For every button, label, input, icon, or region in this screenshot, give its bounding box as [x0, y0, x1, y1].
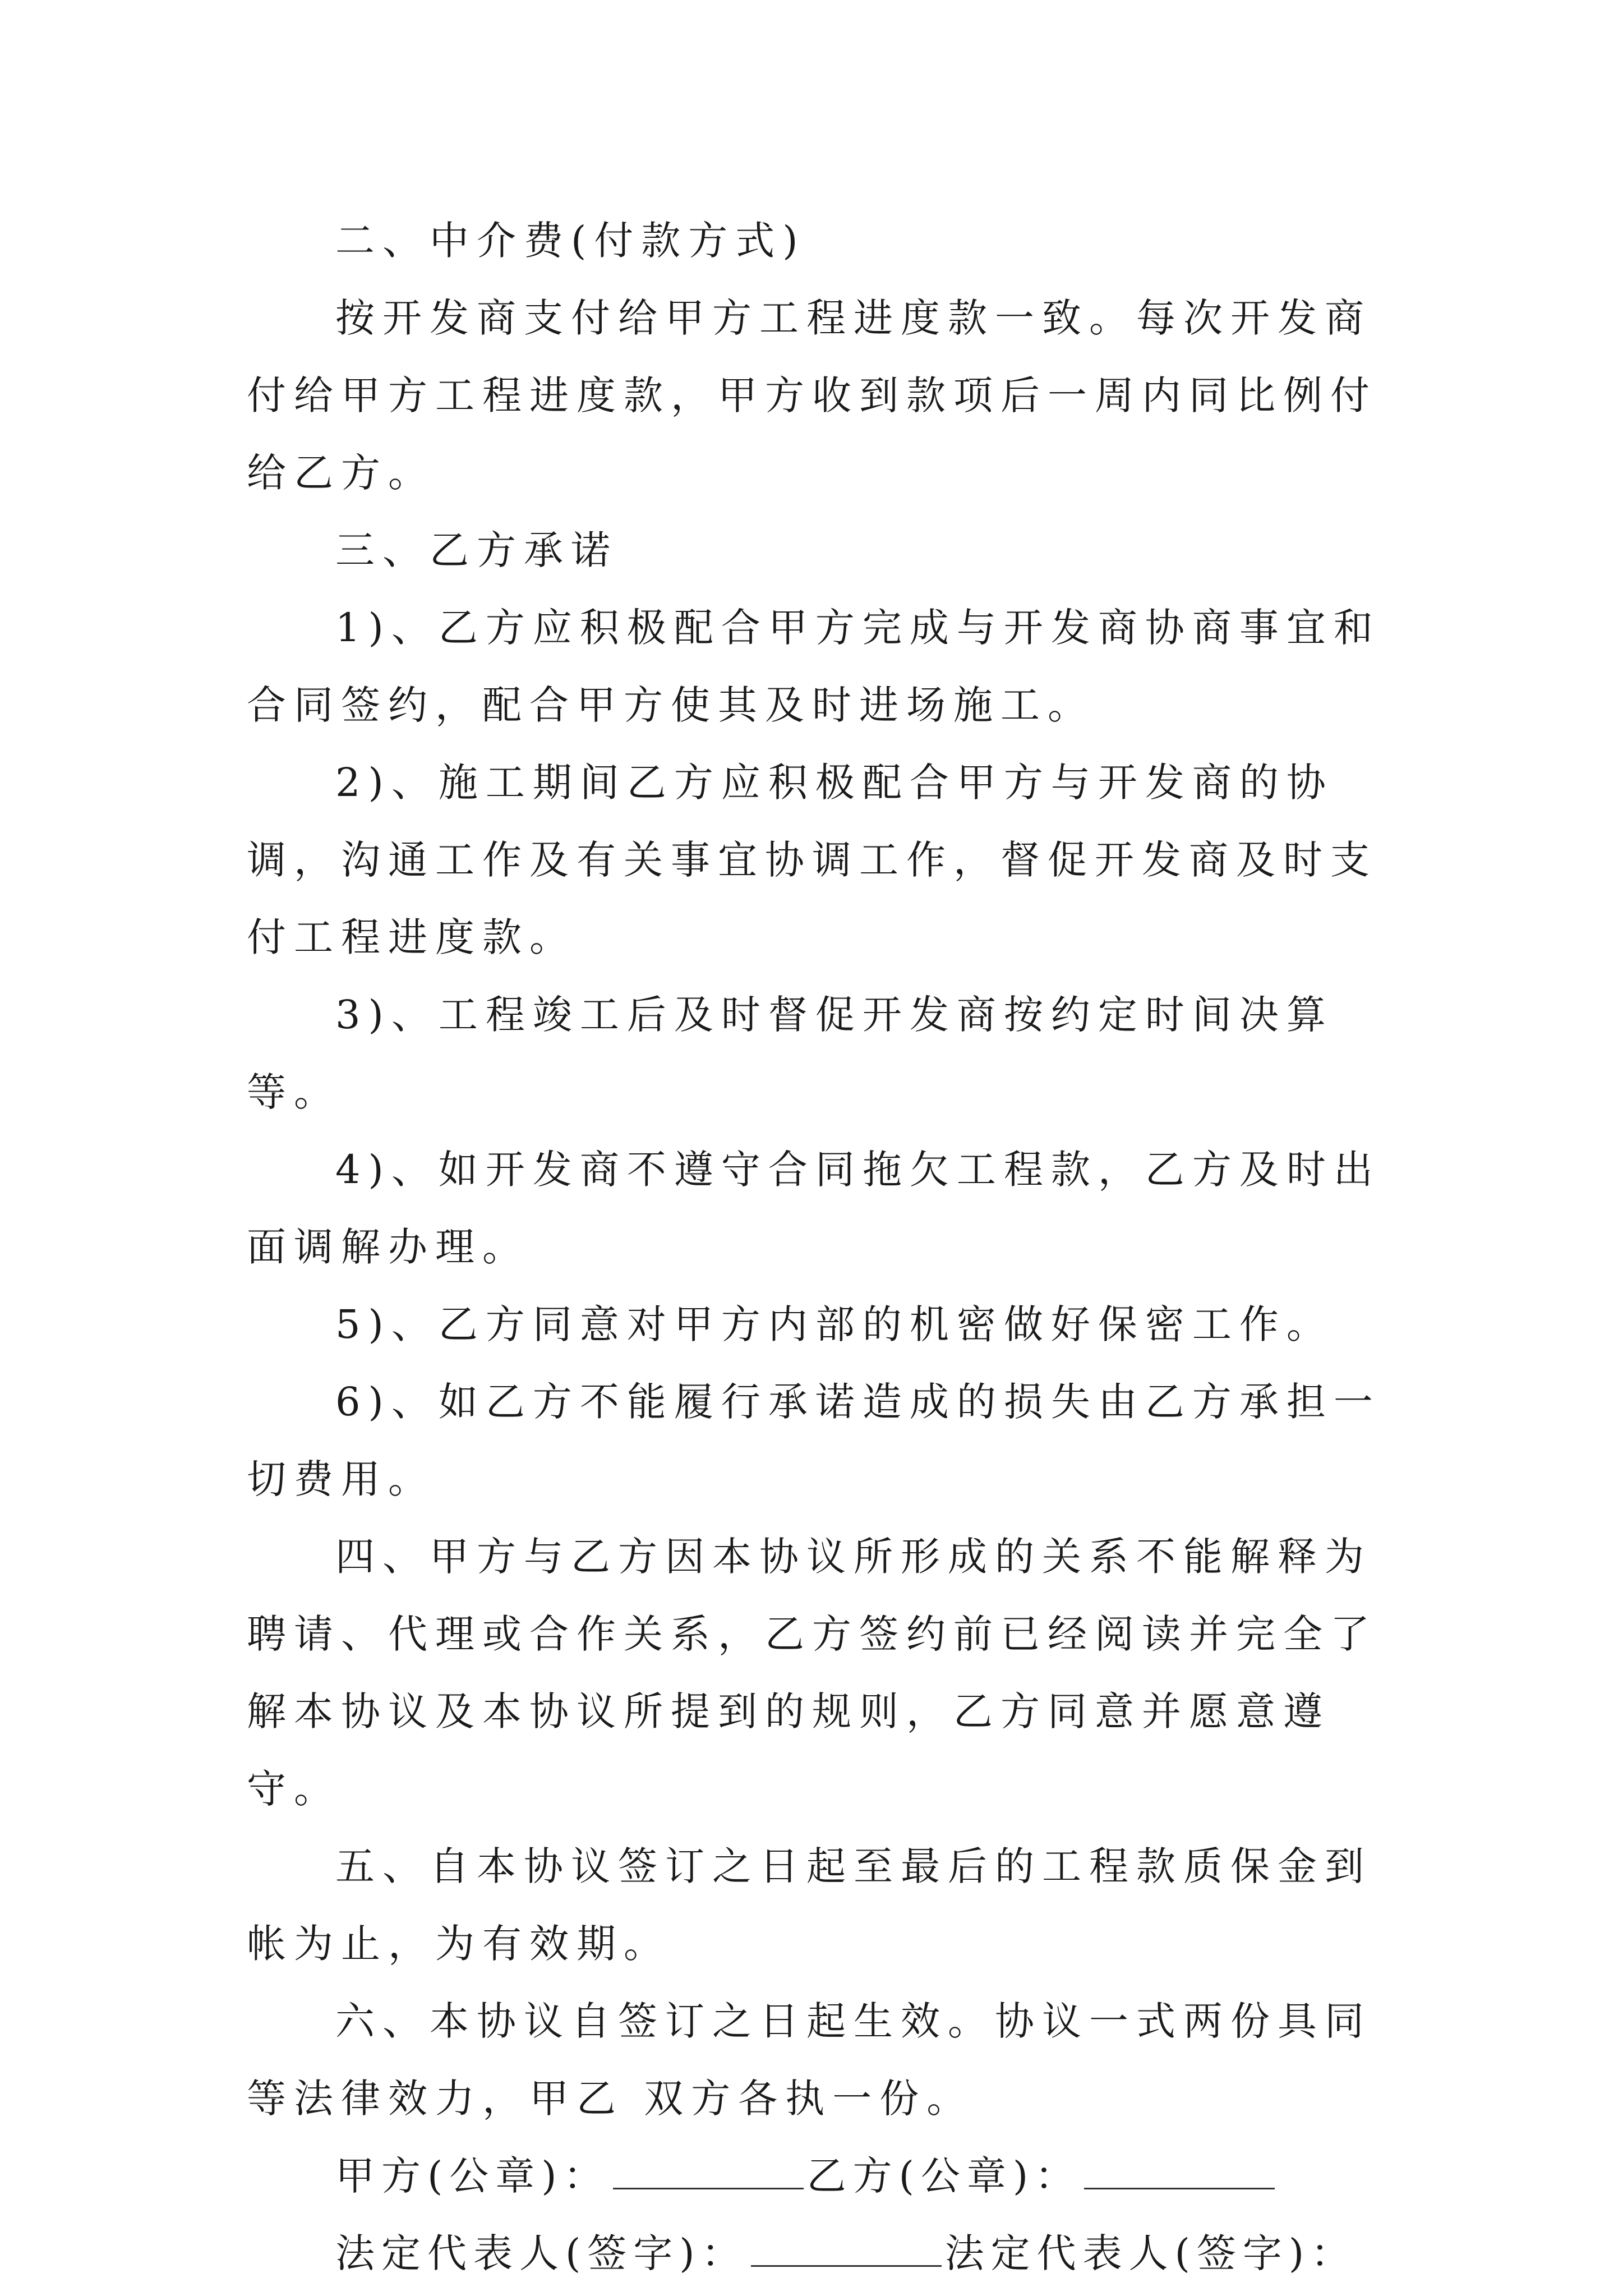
seal-signature-line [247, 2137, 1402, 2215]
promise-item-2: 2)、施工期间乙方应积极配合甲方与开发商的协调，沟通工作及有关事宜协调工作，督促开发商及时支付工程进度款。 [247, 760, 1377, 960]
document-page [247, 202, 1402, 2292]
section-2-heading: 二、中介费(付款方式) [335, 218, 806, 264]
party-a-seal-label: 甲方(公章)： [335, 2153, 610, 2199]
party-b-rep-label: 法定代表人(签字)： [944, 2230, 1357, 2276]
section-4-body: 四、甲方与乙方因本协议所形成的关系不能解释为聘请、代理或合作关系，乙方签约前已经阅读并完全了解本协议及本协议所提到的规则，乙方同意并愿意遵守。 [247, 1534, 1377, 1812]
promise-item-5: 5)、乙方同意对甲方内部的机密做好保密工作。 [335, 1301, 1334, 1347]
representative-signature-line [247, 2215, 1402, 2292]
party-a-seal-blank [613, 2154, 804, 2189]
party-b-seal-label: 乙方(公章)： [806, 2153, 1081, 2199]
promise-item-3: 3)、工程竣工后及时督促开发商按约定时间决算等。 [247, 992, 1334, 1115]
party-b-seal-blank [1084, 2154, 1275, 2189]
promise-item-4: 4)、如开发商不遵守合同拖欠工程款，乙方及时出面调解办理。 [247, 1147, 1381, 1270]
promise-item-1: 1)、乙方应积极配合甲方完成与开发商协商事宜和合同签约，配合甲方使其及时进场施工。 [247, 605, 1381, 728]
section-6-body: 六、本协议自签订之日起生效。协议一式两份具同等法律效力，甲乙 双方各执一份。 [247, 1998, 1372, 2122]
section-2-body: 按开发商支付给甲方工程进度款一致。每次开发商付给甲方工程进度款，甲方收到款项后一周内同比例付给乙方。 [247, 295, 1377, 496]
party-a-rep-blank [751, 2231, 942, 2267]
section-3-heading: 三、乙方承诺 [335, 527, 618, 573]
promise-item-6: 6)、如乙方不能履行承诺造成的损失由乙方承担一切费用。 [247, 1379, 1381, 1502]
party-a-rep-label: 法定代表人(签字)： [335, 2230, 748, 2276]
section-5-body: 五、自本协议签订之日起至最后的工程款质保金到帐为止，为有效期。 [247, 1843, 1372, 1967]
